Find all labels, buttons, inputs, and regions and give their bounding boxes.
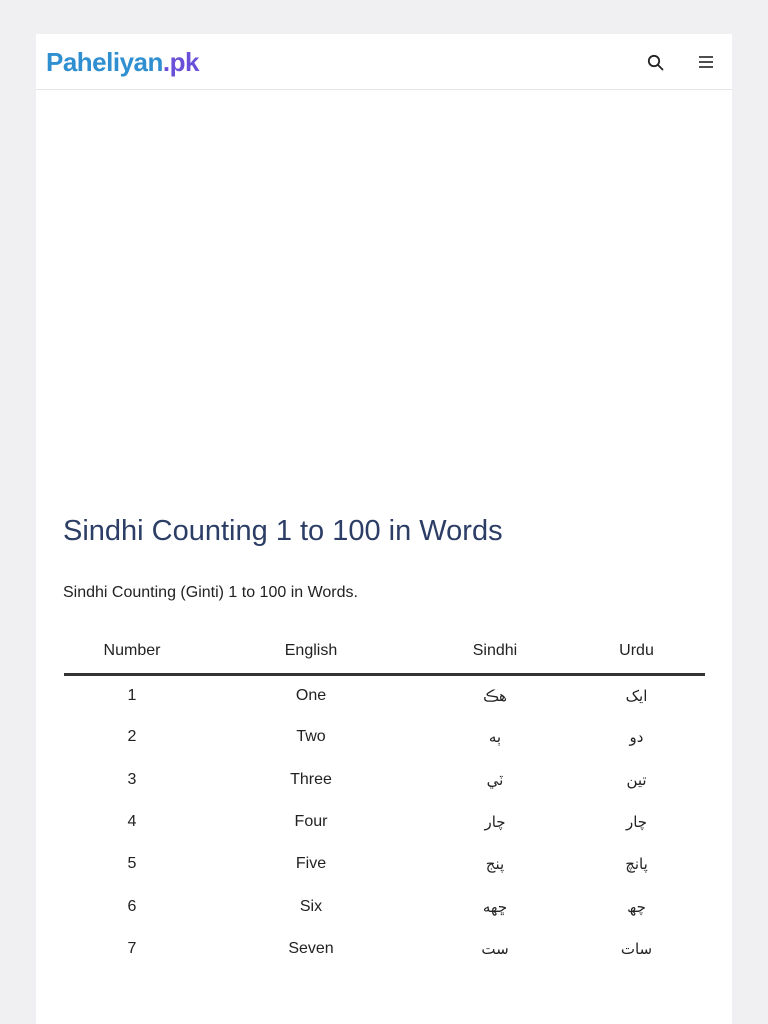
site-logo[interactable] [46,46,199,78]
table-header-row [64,630,705,674]
cell-number: 1 [127,686,137,704]
table-row [64,801,705,843]
table-row [64,843,705,885]
counting-table [64,630,705,970]
cell-urdu: دو [629,728,644,747]
cell-number: 4 [127,813,137,831]
cell-english: Three [290,770,332,788]
search-button[interactable] [643,50,667,74]
column-header-english: English [200,630,422,674]
cell-urdu: سات [620,939,653,958]
hamburger-menu-icon [698,55,714,69]
cell-english: Four [294,813,328,831]
logo-main-text: Paheliyan [46,47,163,77]
ad-placeholder [36,90,732,490]
cell-sindhi: چار [484,813,506,832]
table-row [64,928,705,970]
cell-sindhi: ٽي [486,770,504,789]
table-row [64,674,705,716]
cell-number: 5 [127,855,137,873]
cell-urdu: چھ [627,897,646,916]
page-title: Sindhi Counting 1 to 100 in Words [63,515,503,547]
site-header [36,34,732,90]
column-header-sindhi: Sindhi [422,630,568,674]
cell-urdu: تین [626,770,647,789]
column-header-number: Number [64,630,200,674]
main-content [36,90,732,1024]
cell-english: Five [295,855,327,873]
cell-sindhi: هڪ [483,686,507,705]
cell-sindhi: ٻه [488,728,502,747]
menu-button[interactable] [694,50,718,74]
column-header-urdu: Urdu [568,630,705,674]
cell-sindhi: ست [481,939,509,958]
table-row [64,759,705,801]
cell-number: 7 [127,939,137,957]
cell-urdu: چار [625,813,648,832]
search-icon [647,54,664,71]
table-row [64,885,705,927]
cell-english: Six [299,897,323,915]
cell-english: One [295,686,327,704]
table-row [64,716,705,758]
cell-english: Two [296,728,326,746]
cell-urdu: ایک [625,686,648,705]
cell-number: 3 [127,770,137,788]
cell-urdu: پانچ [625,855,648,874]
cell-english: Seven [288,939,334,957]
cell-number: 6 [127,897,137,915]
cell-sindhi: پنج [485,855,505,874]
logo-suffix-text: .pk [162,47,199,77]
cell-number: 2 [127,728,137,746]
cell-sindhi: ڇهه [482,897,508,916]
intro-paragraph: Sindhi Counting (Ginti) 1 to 100 in Words. [63,584,358,601]
